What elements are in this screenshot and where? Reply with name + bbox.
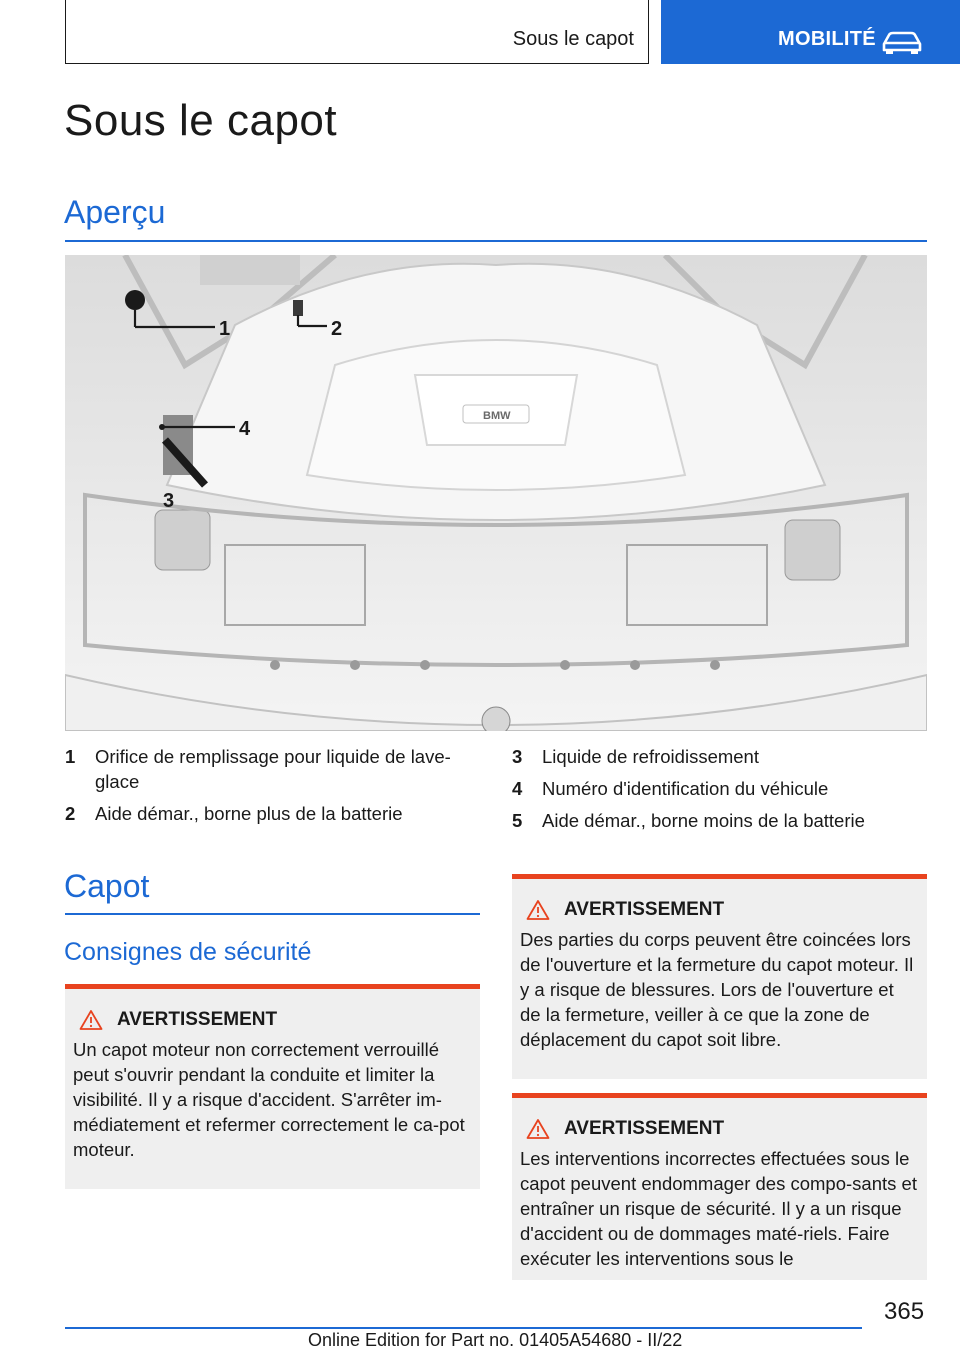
- item-number: 5: [512, 810, 523, 831]
- section-tab: [661, 0, 960, 64]
- engine-bay-illustration: [65, 255, 927, 731]
- overview-rule: [65, 240, 927, 242]
- warning-text: Des parties du corps peuvent être coincées lors de l'ouverture et la fermeture du capot moteur. Il y a risque de blessures. Lors de l'ouverture et de la fermeture, veiller à ce que la zone de déplacement du capot soit libre.: [520, 929, 914, 1050]
- list-item: [65, 801, 480, 826]
- warning-text: Les interventions incorrectes effectuées sous le capot peuvent endommager des compo-sants et entraîner un risque de sécurité. Il y a un risque d'accident ou de dommages maté-riels. Faire exécuter les interventions sous le: [520, 1148, 917, 1269]
- car-icon: [880, 30, 924, 54]
- list-item: [65, 744, 480, 794]
- item-number: 1: [65, 746, 76, 767]
- warning-icon: [79, 1009, 103, 1031]
- overview-heading: Aperçu: [64, 194, 166, 230]
- item-text: Aide démar., borne plus de la batterie: [95, 803, 403, 824]
- item-text: Aide démar., borne moins de la batterie: [542, 810, 865, 831]
- warning-text: Un capot moteur non correctement verrouillé peut s'ouvrir pendant la conduite et limiter la visibilité. Il y a risque d'accident. S'arrêter im-médiatement et refermer correctement le ca-pot moteur.: [73, 1039, 465, 1160]
- chapter-title: Sous le capot: [512, 28, 634, 50]
- callout-3: 3: [163, 490, 175, 512]
- item-text: Liquide de refroidissement: [542, 746, 759, 767]
- hood-rule: [65, 913, 480, 915]
- page-title: Sous le capot: [64, 96, 338, 145]
- warning-box: [65, 984, 480, 1189]
- section-title: MOBILITÉ: [778, 28, 876, 50]
- list-item: [512, 808, 927, 833]
- legend-list-right: [512, 744, 927, 840]
- legend-list-left: [65, 744, 480, 833]
- warning-title-row: [526, 899, 919, 921]
- bmw-badge: BMW: [483, 410, 511, 422]
- hood-heading: Capot: [64, 868, 150, 904]
- warning-icon: [526, 899, 550, 921]
- warning-title-row: [79, 1009, 472, 1031]
- item-number: 2: [65, 803, 76, 824]
- item-text: Numéro d'identification du véhicule: [542, 778, 829, 799]
- chapter-tab: [65, 0, 649, 64]
- warning-box: [512, 874, 927, 1079]
- safety-subheading: Consignes de sécurité: [64, 938, 312, 966]
- edition-text: Online Edition for Part no. 01405A54680 - II/22: [308, 1330, 683, 1350]
- warning-title: AVERTISSEMENT: [564, 1118, 725, 1139]
- warning-box: [512, 1093, 927, 1280]
- warning-icon: [526, 1118, 550, 1140]
- warning-title: AVERTISSEMENT: [564, 899, 725, 920]
- list-item: [512, 776, 927, 801]
- item-text: Orifice de remplissage pour liquide de lave-glace: [95, 746, 451, 792]
- warning-title-row: [526, 1118, 919, 1140]
- warning-title: AVERTISSEMENT: [117, 1009, 278, 1030]
- callout-4: 4: [239, 418, 251, 440]
- item-number: 4: [512, 778, 523, 799]
- callout-1: 1: [219, 318, 231, 340]
- item-number: 3: [512, 746, 523, 767]
- callout-2: 2: [331, 318, 343, 340]
- footer-rule: [65, 1327, 862, 1329]
- engine-bay-figure: [65, 255, 927, 731]
- list-item: [512, 744, 927, 769]
- page-number: 365: [884, 1298, 925, 1325]
